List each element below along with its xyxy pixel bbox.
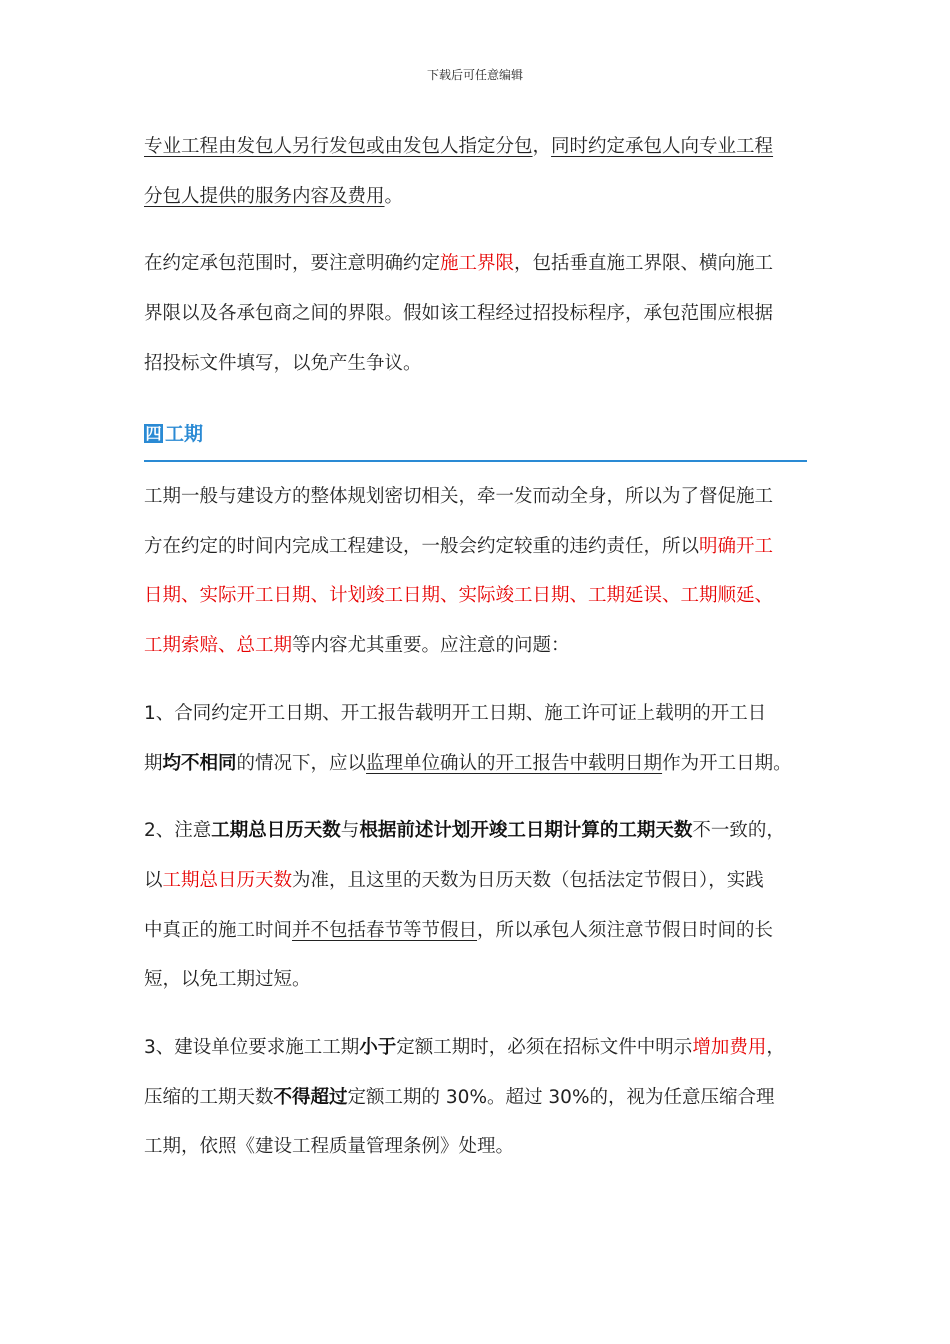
text-run: 招投标文件填写，以免产生争议。: [144, 352, 422, 374]
section-heading: [144, 420, 807, 462]
paragraph-line: [144, 806, 809, 856]
underlined-text: 监理单位确认的开工报告中载明日期: [366, 752, 663, 774]
text-run: ，: [532, 136, 552, 157]
text-run: 界限以及各承包商之间的界限。假如该工程经过招投标程序，承包范围应根据: [144, 303, 774, 325]
text-run: 与: [340, 820, 360, 842]
text-run: 期: [144, 752, 163, 774]
text-run: 工期一般与建设方的整体规划密切相关，牵一发而动全身，所以为了督促施工: [144, 486, 774, 507]
text-run: 短，以免工期过短。: [144, 969, 311, 991]
highlight-text: 增加费用: [692, 1037, 767, 1059]
underlined-text: 并不包括春节等节假日: [292, 919, 478, 941]
underlined-text: 专业工程由发包人另行发包或由发包人指定分包: [144, 136, 533, 157]
text-run: 等内容尤其重要。应注意的问题：: [292, 635, 570, 657]
paragraph-line: [144, 239, 809, 289]
paragraph-line: [144, 339, 809, 389]
text-run: 的情况下，应以: [236, 752, 367, 774]
text-run: 压缩的工期天数: [144, 1086, 274, 1108]
intro-section: [144, 122, 809, 389]
bold-text: 根据前述计划开竣工日期计算的工期天数: [359, 820, 693, 842]
paragraph-line: [144, 1122, 809, 1172]
paragraph-line: [144, 621, 809, 671]
paragraph-line: [144, 955, 809, 1005]
paragraph-line: [144, 122, 809, 172]
text-run: 在约定承包范围时，要注意明确约定: [144, 253, 441, 275]
bold-text: 均不相同: [162, 752, 237, 774]
page-header: 下载后可任意编辑: [426, 68, 523, 82]
section-number-badge: 四: [145, 424, 162, 443]
text-run: ，: [766, 1037, 785, 1059]
bold-text: 工期总日历天数: [211, 820, 341, 842]
text-run: 。: [384, 185, 404, 207]
text-run: 作为开工日期。: [662, 752, 792, 774]
highlight-text: 明确开工: [699, 535, 774, 557]
text-run: 以: [144, 869, 163, 891]
underlined-text: 同时约定承包人向专业工程: [551, 136, 774, 157]
underlined-text: 分包人提供的服务内容及费用: [144, 185, 385, 207]
section-title: 工期: [165, 423, 204, 445]
text-run: 为准，且这里的天数为日历天数（包括法定节假日），实践: [292, 869, 764, 891]
highlight-text: 施工界限: [440, 253, 515, 275]
paragraph-line: [144, 689, 809, 739]
bold-text: 小于: [359, 1037, 397, 1059]
text-run: 3、建设单位要求施工工期: [144, 1037, 360, 1059]
paragraph-line: [144, 1073, 809, 1123]
text-run: ，所以承包人须注意节假日时间的长: [477, 919, 774, 941]
paragraph-line: [144, 856, 809, 906]
bold-text: 不得超过: [273, 1086, 348, 1108]
text-run: 不一致的，: [692, 820, 785, 842]
paragraph-line: [144, 522, 809, 572]
highlight-text: 工期总日历天数: [162, 869, 293, 891]
highlight-text: 工期索赔、总工期: [144, 635, 293, 657]
text-run: 定额工期的 30%。超过 30%的，视为任意压缩合理: [347, 1086, 775, 1108]
text-run: 中真正的施工时间: [144, 919, 293, 941]
paragraph-line: [144, 472, 809, 522]
text-run: ，包括垂直施工界限、横向施工: [514, 253, 774, 275]
paragraph-line: [144, 289, 809, 339]
paragraph-line: [144, 739, 809, 789]
text-run: 1、合同约定开工日期、开工报告载明开工日期、施工许可证上载明的开工日: [144, 702, 767, 724]
text-run: 定额工期时，必须在招标文件中明示: [396, 1037, 693, 1059]
schedule-section-body: [144, 472, 809, 1172]
paragraph-line: [144, 1023, 809, 1073]
text-run: 工期，依照《建设工程质量管理条例》处理。: [144, 1136, 515, 1158]
paragraph-line: [144, 571, 809, 621]
text-run: 方在约定的时间内完成工程建设，一般会约定较重的违约责任，所以: [144, 535, 700, 557]
paragraph-line: [144, 906, 809, 956]
text-run: 2、注意: [144, 820, 212, 842]
highlight-text: 日期、实际开工日期、计划竣工日期、实际竣工日期、工期延误、工期顺延、: [144, 585, 774, 607]
paragraph-line: [144, 172, 809, 222]
